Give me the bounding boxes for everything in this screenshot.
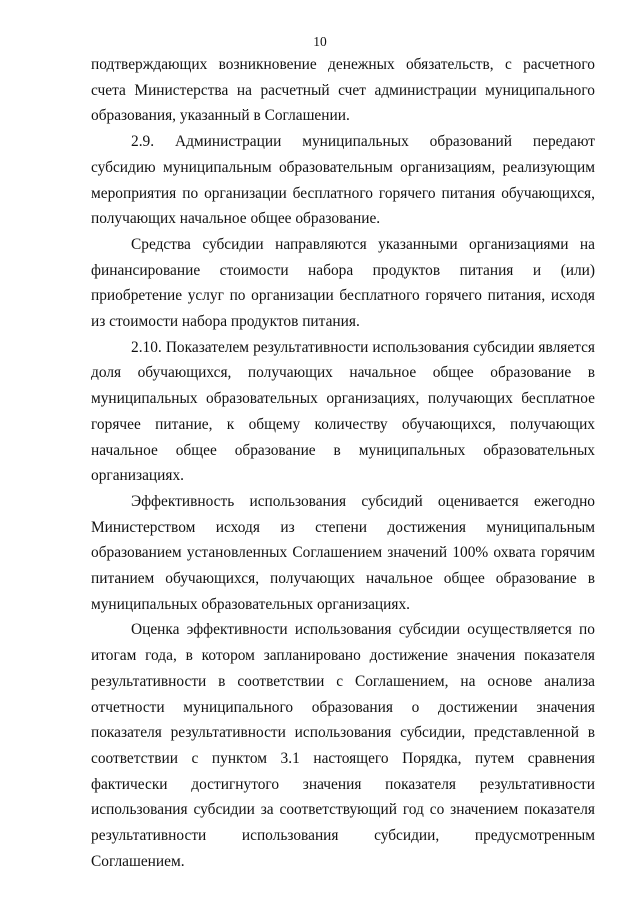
paragraph-efficiency: Эффективность использования субсидий оценивается ежегодно Министерством исходя из степени достижения муниципальным образованием установленных Соглашением значений 100% охвата горячим питанием обучающихся, получающих начальное общее образование в муниципальных образовательных организациях.: [91, 492, 595, 613]
paragraph-assessment: Оценка эффективности использования субсидии осуществляется по итогам года, в котором запланировано достижение значения показателя результативности в соответствии с Соглашением, на основе анализа отчетности муниципального образования о достижении значения показателя результативности использования субсидии, представленной в соответствии с пунктом 3.1 настоящего Порядка, путем сравнения фактически достигнутого значения показателя результативности использования субсидии за соответствующий год со значением показателя результативности использования субсидии, предусмотренным Соглашением.: [91, 621, 595, 870]
paragraph-2-10: 2.10. Показателем результативности использования субсидии является доля обучающихся, получающих начальное общее образование в муниципальных образовательных организациях, получающих бесплатное горячее питание, к общему количеству обучающихся, получающих начальное общее образование в муниципальных образовательных организациях.: [91, 338, 595, 485]
paragraph-continuation: подтверждающих возникновение денежных обязательств, с расчетного счета Министерства на расчетный счет администрации муниципального образования, указанный в Соглашении.: [91, 56, 595, 125]
paragraph-2-9: 2.9. Администрации муниципальных образований передают субсидию муниципальным образовательным организациям, реализующим мероприятия по организации бесплатного горячего питания обучающихся, получающих начальное общее образование.: [91, 133, 595, 228]
document-body: [91, 52, 595, 875]
page-number: 10: [313, 34, 327, 49]
paragraph-subsidy-funds: Средства субсидии направляются указанными организациями на финансирование стоимости набора продуктов питания и (или) приобретение услуг по организации бесплатного горячего питания, исходя из стоимости набора продуктов питания.: [91, 235, 595, 331]
